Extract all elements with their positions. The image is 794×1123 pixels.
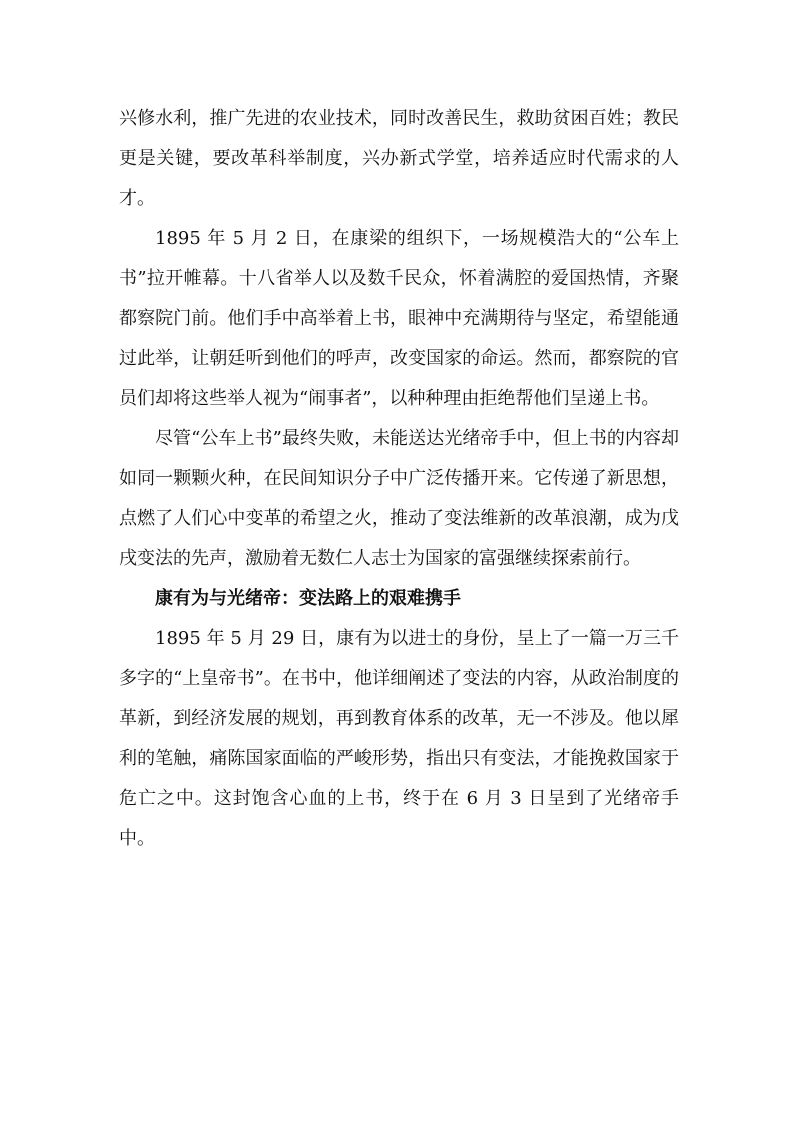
paragraph-4: 1895 年 5 月 29 日，康有为以进士的身份，呈上了一篇一万三千多字的“上皇帝书”。在书中，他详细阐述了变法的内容，从政治制度的革新，到经济发展的规划，再到教育体系的改革，无一不涉及。他以犀利的笔触，痛陈国家面临的严峻形势，指出只有变法，才能挽救国家于危亡之中。这封饱含心血的上书，终于在 6 月 3 日呈到了光绪帝手中。 <box>119 628 679 849</box>
document-body <box>119 99 679 859</box>
section-heading: 康有为与光绪帝：变法路上的艰难携手 <box>155 588 461 609</box>
paragraph-1: 兴修水利，推广先进的农业技术，同时改善民生，救助贫困百姓；教民更是关键，要改革科举制度，兴办新式学堂，培养适应时代需求的人才。 <box>119 108 679 209</box>
paragraph-3: 尽管“公车上书”最终失败，未能送达光绪帝手中，但上书的内容却如同一颗颗火种，在民间知识分子中广泛传播开来。它传递了新思想，点燃了人们心中变革的希望之火，推动了变法维新的改革浪潮，成为戊戌变法的先声，激励着无数仁人志士为国家的富强继续探索前行。 <box>119 428 679 569</box>
paragraph-2: 1895 年 5 月 2 日，在康梁的组织下，一场规模浩大的“公车上书”拉开帷幕。十八省举人以及数千民众，怀着满腔的爱国热情，齐聚都察院门前。他们手中高举着上书，眼神中充满期待与坚定，希望能通过此举，让朝廷听到他们的呼声，改变国家的命运。然而，都察院的官员们却将这些举人视为“闹事者”，以种种理由拒绝帮他们呈递上书。 <box>119 228 679 409</box>
